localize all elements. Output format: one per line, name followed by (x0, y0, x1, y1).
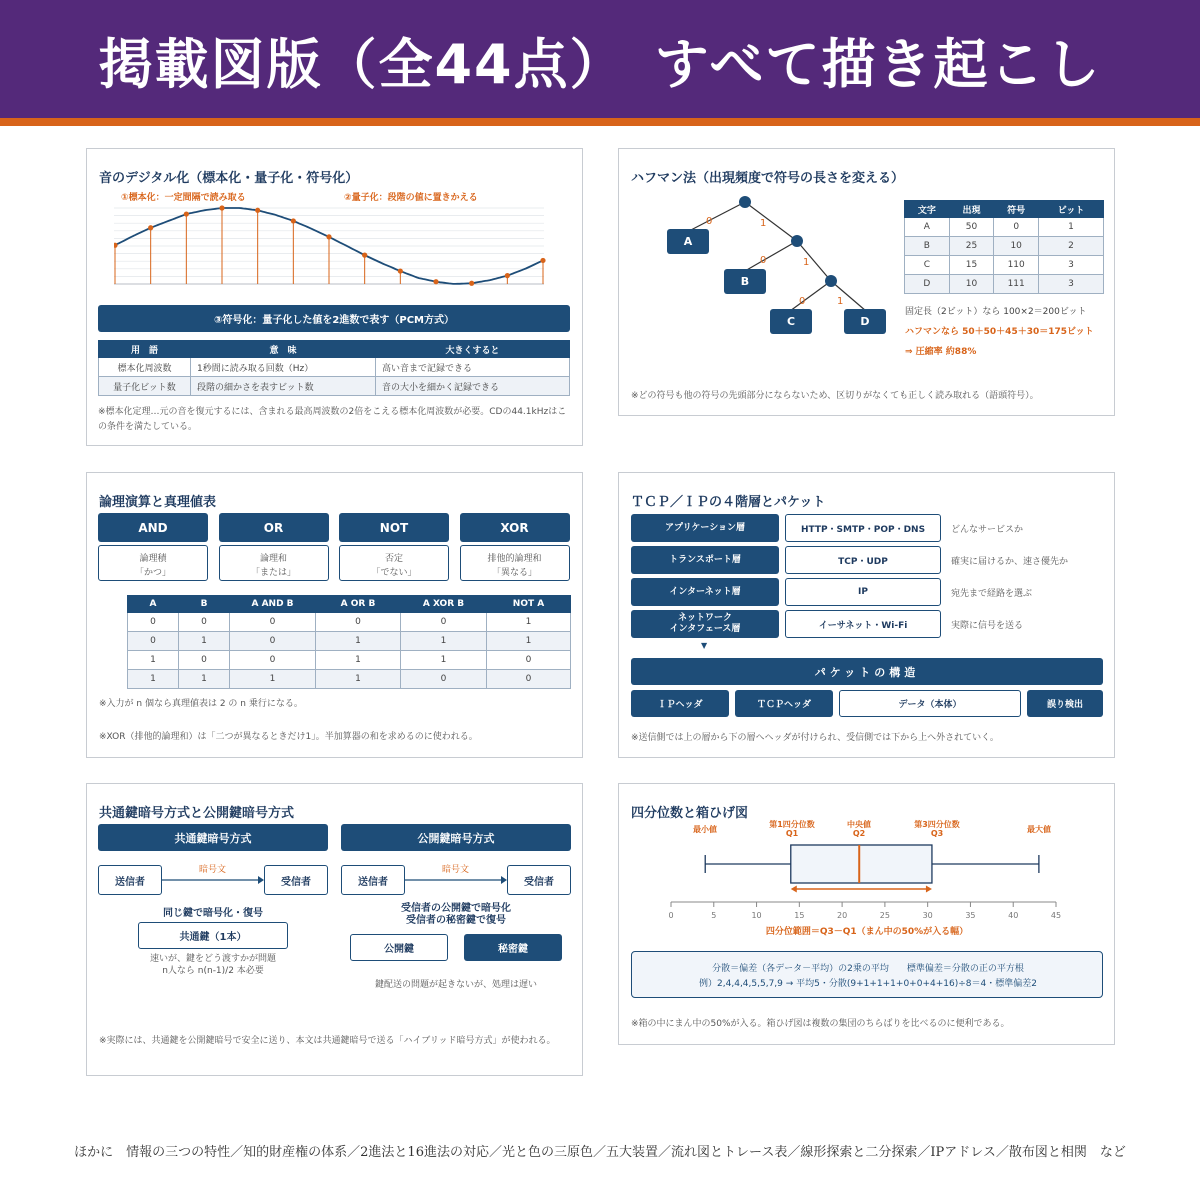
logic-op-desc-and (98, 545, 208, 581)
step3-banner: ③符号化：量子化した値を2進数で表す（PCM方式） (98, 305, 570, 332)
table-cell: 1 (401, 651, 487, 670)
sample-point (398, 268, 403, 273)
table-cell: 1 (401, 632, 487, 651)
banner-accent-rule (0, 118, 1200, 126)
public-receiver-box: 受信者 (507, 865, 571, 895)
layer-protocol-3: IP (785, 578, 941, 606)
panel-title: 音のデジタル化（標本化・量子化・符号化） (99, 171, 359, 186)
table-header: 大きくすると (376, 341, 570, 358)
panel-title: ハフマン法（出現頻度で符号の長さを変える） (631, 171, 905, 186)
sample-point (148, 225, 153, 230)
digital-term-table (98, 340, 570, 396)
packet-tcp-header: ＴＣＰヘッダ (735, 690, 833, 717)
packet-error-check: 誤り検出 (1027, 690, 1103, 717)
step1-label: ①標本化：一定間隔で読み取る (121, 193, 246, 203)
table-row (905, 256, 1104, 275)
leaf-node-a: A (667, 229, 709, 254)
layer-protocol-1: HTTP・SMTP・POP・DNS (785, 514, 941, 542)
table-cell: 段階の細かさを表すビット数 (191, 377, 376, 396)
footnote: ※どの符号も他の符号の先頭部分にならないため、区切りがなくても正しく読み取れる（語頭符号）。 (631, 391, 1039, 401)
panel-digital-sound (86, 148, 583, 446)
table-header: ビット (1039, 201, 1104, 218)
footnote: ※箱の中にまん中の50%が入る。箱ひげ図は複数の集団のちらばりを比べるのに便利である。 (631, 1019, 1010, 1029)
huffman-code-table (904, 200, 1104, 294)
sampling-chart (114, 204, 548, 289)
table-cell: 0 (401, 670, 487, 689)
iqr-arrow-head-right (926, 886, 932, 893)
table-cell: 1 (487, 613, 571, 632)
table-header: NOT A (487, 596, 571, 613)
layer-desc-3: 宛先まで経路を選ぶ (951, 589, 1033, 599)
logic-op-desc-line-1: 論理積 (139, 554, 167, 564)
table-header: 出現 (949, 201, 994, 218)
footnote: ※実際には、共通鍵を公開鍵暗号で安全に送り、本文は共通鍵暗号で送る「ハイブリッド暗号方式」が使われる。 (99, 1036, 556, 1046)
table-cell: 1 (316, 632, 401, 651)
table-cell: D (905, 275, 950, 294)
table-cell: 1 (230, 670, 316, 689)
formula-line-2: 例）2,4,4,4,5,5,7,9 → 平均5・分散(9+1+1+1+0+0+4+16)÷8＝4・標準偏差2 (699, 979, 1037, 989)
layer-protocol-4: イーサネット・Wi-Fi (785, 610, 941, 638)
banner-title: 掲載図版（全44点） すべて描き起こし (98, 33, 1102, 96)
table-row (905, 218, 1104, 237)
footnote-2: ※XOR（排他的論理和）は「二つが異なるときだけ1」。半加算器の和を求めるのに使われる。 (99, 732, 478, 742)
secret-key-box: 秘密鍵 (464, 934, 562, 961)
edge-label: 0 (799, 296, 806, 307)
table-header: A XOR B (401, 596, 487, 613)
edge-label: 0 (760, 255, 767, 266)
logic-op-desc-line-1: 論理和 (259, 554, 287, 564)
table-cell: 0 (487, 670, 571, 689)
common-sub-2: n人なら n(n-1)/2 本必要 (162, 966, 264, 976)
table-row (905, 275, 1104, 294)
common-sender-box: 送信者 (98, 865, 162, 895)
panel-title: 四分位数と箱ひげ図 (631, 806, 749, 821)
table-header: B (179, 596, 230, 613)
sample-point (184, 211, 189, 216)
leaf-node-d: D (844, 309, 886, 334)
table-cell: 0 (230, 632, 316, 651)
table-cell: 10 (994, 237, 1039, 256)
layer-name-1: アプリケーション層 (631, 514, 779, 542)
logic-op-desc-line-2: 「または」 (250, 568, 296, 578)
panel-title: 共通鍵暗号方式と公開鍵暗号方式 (99, 806, 295, 821)
sample-point (505, 273, 510, 278)
packet-ip-header: ＩＰヘッダ (631, 690, 729, 717)
table-cell: 0 (128, 632, 179, 651)
table-cell: 111 (994, 275, 1039, 294)
packet-structure-title: パケットの構造 (631, 658, 1103, 685)
panel-tcpip (618, 472, 1115, 758)
public-desc-1: 受信者の公開鍵で暗号化 (401, 903, 511, 914)
x-tick-label: 15 (794, 911, 805, 920)
layer-name-4: ネットワーク インタフェース層 (631, 610, 779, 638)
table-header: 意 味 (191, 341, 376, 358)
label-q1-a: 第1四分位数 (769, 820, 815, 829)
table-cell: 標本化周波数 (99, 358, 191, 377)
table-header: 文字 (905, 201, 950, 218)
logic-op-and: AND (98, 513, 208, 542)
panel-title: ＴＣＰ／ＩＰの４階層とパケット (631, 495, 826, 510)
leaf-node-b: B (724, 269, 766, 294)
logic-op-desc-xor (460, 545, 570, 581)
footnote: ※標本化定理…元の音を復元するには、含まれる最高周波数の2倍をこえる標本化周波数が必要。CDの44.1kHzはこの条件を満たしている。 (98, 407, 567, 432)
common-key-box: 共通鍵（1本） (138, 922, 288, 949)
table-row (99, 358, 570, 377)
layer-name-3: インターネット層 (631, 578, 779, 606)
label-q1-b: Q1 (785, 829, 799, 838)
x-tick-label: 20 (837, 911, 848, 920)
iqr-box (791, 845, 932, 883)
table-cell: 1 (179, 632, 230, 651)
logic-op-desc-or (219, 545, 329, 581)
edge-label: 1 (760, 218, 767, 229)
table-cell: 1 (128, 651, 179, 670)
table-row (128, 651, 571, 670)
table-row (905, 237, 1104, 256)
x-tick-label: 0 (668, 911, 674, 920)
step2-label: ②量子化：段階の値に置きかえる (344, 193, 478, 203)
x-tick-label: 40 (1008, 911, 1019, 920)
layer-desc-2: 確実に届けるか、速さ優先か (951, 557, 1069, 567)
packet-data: データ（本体） (839, 690, 1021, 717)
table-cell: 0 (994, 218, 1039, 237)
panel-crypto (86, 783, 583, 1076)
label-q3-b: Q3 (930, 829, 944, 838)
table-header: 符号 (994, 201, 1039, 218)
public-sender-box: 送信者 (341, 865, 405, 895)
sample-point (433, 279, 438, 284)
truth-table (127, 595, 571, 689)
table-row (99, 377, 570, 396)
public-desc-2: 受信者の秘密鍵で復号 (406, 915, 506, 926)
table-cell: 0 (179, 613, 230, 632)
logic-op-desc-line-1: 否定 (384, 554, 403, 564)
logic-op-xor: XOR (460, 513, 570, 542)
table-cell: 1 (316, 670, 401, 689)
logic-op-desc-line-2: 「異なる」 (491, 568, 537, 578)
sample-point (362, 253, 367, 258)
table-cell: 25 (949, 237, 994, 256)
table-cell: 0 (179, 651, 230, 670)
sample-point (540, 258, 545, 263)
table-header: A AND B (230, 596, 316, 613)
iqr-label: 四分位範囲＝Q3－Q1（まん中の50%が入る幅） (765, 927, 969, 937)
table-cell: 0 (316, 613, 401, 632)
table-cell: 0 (128, 613, 179, 632)
common-receiver-box: 受信者 (264, 865, 328, 895)
label-q3-a: 第3四分位数 (914, 820, 960, 829)
layer-desc-4: 実際に信号を送る (951, 621, 1024, 631)
sample-point (219, 205, 224, 210)
table-cell: C (905, 256, 950, 275)
table-cell: 15 (949, 256, 994, 275)
table-cell: 1秒間に読み取る回数（Hz） (191, 358, 376, 377)
panel-boxplot (618, 783, 1115, 1045)
table-cell: 110 (994, 256, 1039, 275)
table-cell: 3 (1039, 256, 1104, 275)
fixed-length-text: 固定長（2ビット）なら 100×2＝200ビット (905, 307, 1087, 317)
x-tick-label: 25 (879, 911, 890, 920)
label-min: 最小値 (693, 825, 717, 834)
common-key-header: 共通鍵暗号方式 (98, 824, 328, 851)
label-median-a: 中央値 (847, 820, 871, 829)
common-sub-1: 速いが、鍵をどう渡すかが問題 (149, 954, 276, 964)
common-cipher-label: 暗号文 (199, 865, 227, 875)
x-tick-label: 45 (1050, 911, 1062, 920)
table-cell: 量子化ビット数 (99, 377, 191, 396)
common-desc: 同じ鍵で暗号化・復号 (163, 908, 263, 919)
table-cell: A (905, 218, 950, 237)
table-cell: 3 (1039, 275, 1104, 294)
table-row (128, 613, 571, 632)
public-cipher-label: 暗号文 (442, 865, 470, 875)
sample-point (291, 218, 296, 223)
footnote-1: ※入力が n 個なら真理値表は 2 の n 乗行になる。 (99, 699, 303, 709)
layer-name-2: トランスポート層 (631, 546, 779, 574)
formula-box (631, 951, 1103, 998)
logic-op-not: NOT (339, 513, 449, 542)
table-cell: B (905, 237, 950, 256)
logic-op-desc-line-1: 排他的論理和 (487, 554, 542, 564)
table-header: A (128, 596, 179, 613)
down-arrow-icon: ▼ (701, 641, 708, 650)
x-tick-label: 10 (751, 911, 762, 920)
compression-ratio-text: ⇒ 圧縮率 約88% (905, 347, 977, 357)
sample-point (469, 281, 474, 286)
label-max: 最大値 (1027, 825, 1051, 834)
logic-op-desc-line-2: 「でない」 (371, 568, 417, 578)
edge-label: 0 (706, 216, 713, 227)
table-cell: 0 (230, 613, 316, 632)
sample-point (255, 208, 260, 213)
x-tick-label: 35 (965, 911, 976, 920)
table-cell: 1 (487, 632, 571, 651)
edge-label: 1 (803, 257, 810, 268)
table-cell: 音の大小を細かく記録できる (376, 377, 570, 396)
table-cell: 10 (949, 275, 994, 294)
table-cell: 50 (949, 218, 994, 237)
label-median-b: Q2 (852, 829, 866, 838)
header-banner (0, 0, 1200, 118)
public-sub: 鍵配送の問題が起きないが、処理は遅い (374, 980, 537, 990)
leaf-node-c: C (770, 309, 812, 334)
logic-op-desc-line-2: 「かつ」 (134, 568, 171, 578)
table-cell: 1 (128, 670, 179, 689)
panel-huffman (618, 148, 1115, 416)
panel-logic (86, 472, 583, 758)
table-cell: 0 (487, 651, 571, 670)
table-header: 用 語 (99, 341, 191, 358)
panel-title: 論理演算と真理値表 (99, 495, 217, 510)
footer-list: ほかに 情報の三つの特性／知的財産権の体系／2進法と16進法の対応／光と色の三原色／五大装置／流れ図とトレース表／線形探索と二分探索／IPアドレス／散布図と相関 など (74, 1145, 1126, 1160)
edge-label: 1 (837, 296, 844, 307)
layer-protocol-2: TCP・UDP (785, 546, 941, 574)
table-cell: 1 (179, 670, 230, 689)
sample-point (326, 234, 331, 239)
table-row (128, 670, 571, 689)
footnote: ※送信側では上の層から下の層へヘッダが付けられ、受信側では下から上へ外されていく。 (631, 733, 999, 743)
box-plot-chart (659, 839, 1079, 924)
formula-line-1: 分散＝偏差（各データ－平均）の2乗の平均 標準偏差＝分散の正の平方根 (712, 964, 1024, 974)
table-cell: 0 (401, 613, 487, 632)
table-cell: 1 (1039, 218, 1104, 237)
public-arrow-icon (405, 875, 507, 885)
table-row (128, 632, 571, 651)
table-cell: 2 (1039, 237, 1104, 256)
public-key-box: 公開鍵 (350, 934, 448, 961)
table-cell: 1 (316, 651, 401, 670)
common-arrow-icon (162, 875, 264, 885)
logic-op-desc-not (339, 545, 449, 581)
x-tick-label: 30 (922, 911, 933, 920)
layer-desc-1: どんなサービスか (951, 525, 1024, 535)
huffman-total-text: ハフマンなら 50＋50＋45＋30＝175ビット (905, 327, 1094, 337)
public-key-header: 公開鍵暗号方式 (341, 824, 571, 851)
x-tick-label: 5 (711, 911, 717, 920)
logic-op-or: OR (219, 513, 329, 542)
iqr-arrow-head-left (791, 886, 797, 893)
table-cell: 0 (230, 651, 316, 670)
table-header: A OR B (316, 596, 401, 613)
table-cell: 高い音まで記録できる (376, 358, 570, 377)
